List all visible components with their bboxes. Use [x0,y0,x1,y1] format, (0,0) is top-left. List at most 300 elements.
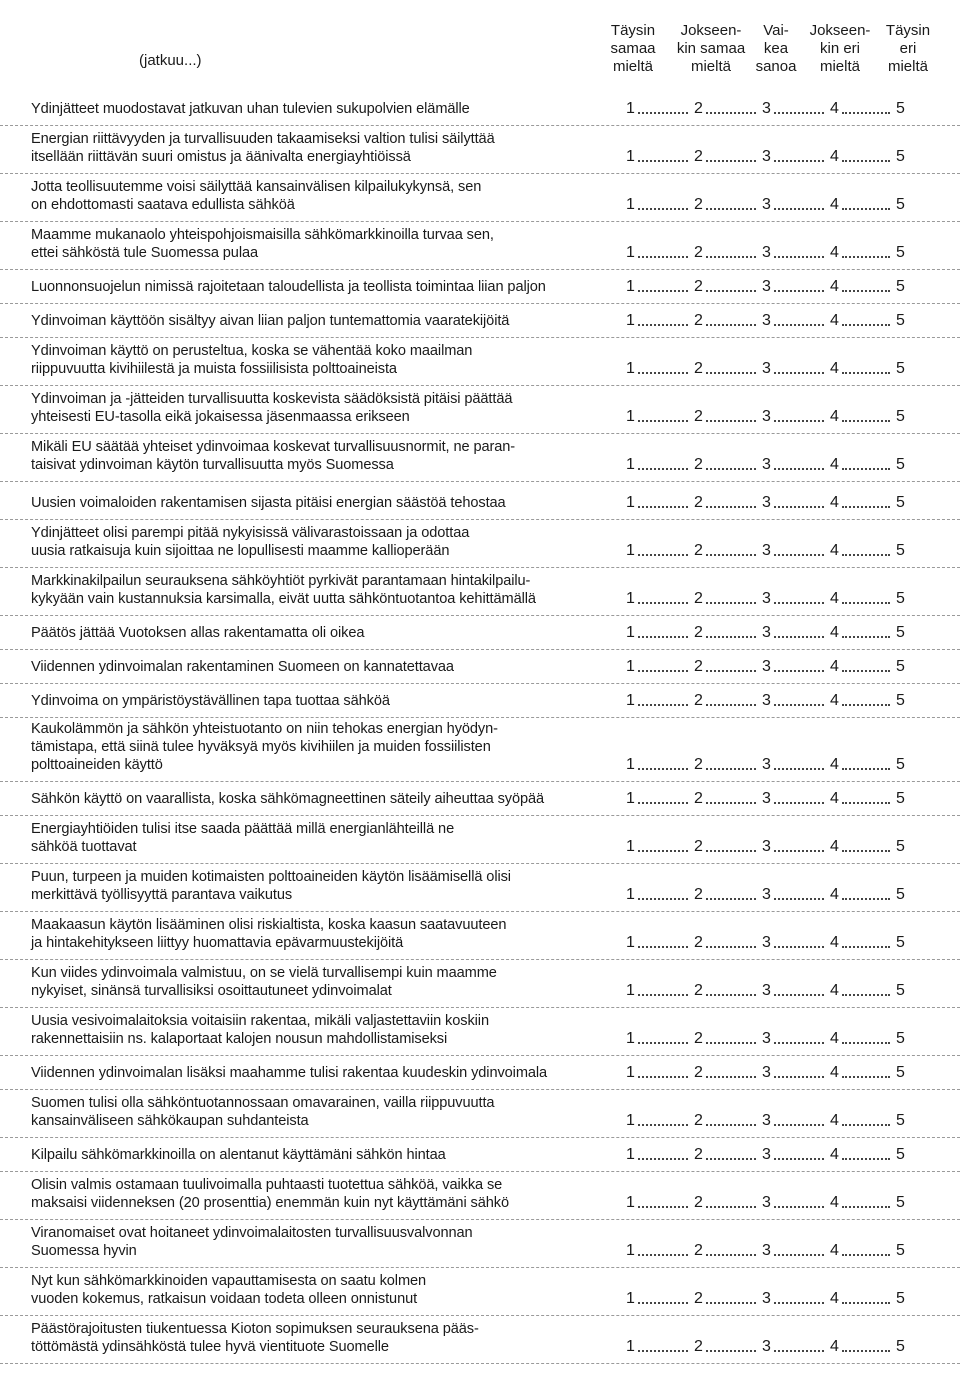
dot-leader [774,1350,824,1352]
dot-leader [842,160,890,162]
scale-option-2[interactable]: 2 [694,934,703,951]
scale-option-5[interactable]: 5 [896,692,905,709]
scale-option-3[interactable]: 3 [762,278,771,295]
statement-row [0,1220,960,1268]
scale-option-2[interactable]: 2 [694,542,703,559]
scale-option-5[interactable]: 5 [896,1242,905,1259]
scale-option-1[interactable]: 1 [626,624,635,641]
scale-option-5[interactable]: 5 [896,408,905,425]
scale-option-3[interactable]: 3 [762,1338,771,1355]
scale-option-5[interactable]: 5 [896,886,905,903]
scale-option-2[interactable]: 2 [694,196,703,213]
scale-option-4[interactable]: 4 [830,278,839,295]
scale-option-2[interactable]: 2 [694,590,703,607]
dot-leader [774,670,824,672]
scale-option-3[interactable]: 3 [762,590,771,607]
scale-option-5[interactable]: 5 [896,312,905,329]
statement-text: Viidennen ydinvoimalan rakentaminen Suomeen on kannatettavaa [31,659,454,675]
scale-option-4[interactable]: 4 [830,756,839,773]
answer-scale [626,360,926,378]
dot-leader [774,704,824,706]
scale-option-3[interactable]: 3 [762,542,771,559]
answer-scale [626,494,926,512]
dot-leader [774,802,824,804]
scale-option-5[interactable]: 5 [896,790,905,807]
scale-option-2[interactable]: 2 [694,658,703,675]
scale-option-5[interactable]: 5 [896,494,905,511]
dot-leader [638,506,688,508]
answer-scale [626,278,926,296]
scale-option-5[interactable]: 5 [896,624,905,641]
scale-option-4[interactable]: 4 [830,1194,839,1211]
scale-option-2[interactable]: 2 [694,982,703,999]
statement-text: Nyt kun sähkömarkkinoiden vapauttamisesta on saatu kolmen vuoden kokemus, ratkaisun voidaan todeta olleen onnistunut [31,1273,427,1307]
scale-option-1[interactable]: 1 [626,982,635,999]
dot-leader [706,506,756,508]
scale-option-2[interactable]: 2 [694,456,703,473]
statement-text: Maakaasun käytön lisääminen olisi riskialtista, koska kaasun saatavuuteen ja hintakehitykseen liittyy huomattavia epävarmuustekijöitä [31,917,507,951]
scale-option-4[interactable]: 4 [830,100,839,117]
scale-option-1[interactable]: 1 [626,278,635,295]
statement-text: Luonnonsuojelun nimissä rajoitetaan taloudellista ja teollista toimintaa liian paljon [31,279,546,295]
scale-option-5[interactable]: 5 [896,244,905,261]
scale-option-5[interactable]: 5 [896,1194,905,1211]
dot-leader [842,850,890,852]
scale-option-1[interactable]: 1 [626,408,635,425]
scale-option-2[interactable]: 2 [694,1290,703,1307]
dot-leader [842,802,890,804]
dot-leader [774,602,824,604]
scale-option-5[interactable]: 5 [896,1112,905,1129]
scale-option-4[interactable]: 4 [830,1338,839,1355]
scale-option-2[interactable]: 2 [694,838,703,855]
scale-option-3[interactable]: 3 [762,756,771,773]
statement-row [0,1090,960,1138]
scale-option-2[interactable]: 2 [694,100,703,117]
dot-leader [706,602,756,604]
answer-scale [626,542,926,560]
scale-option-1[interactable]: 1 [626,1194,635,1211]
statement-row [0,96,960,126]
dot-leader [706,208,756,210]
scale-option-1[interactable]: 1 [626,244,635,261]
scale-option-5[interactable]: 5 [896,1030,905,1047]
scale-option-3[interactable]: 3 [762,1242,771,1259]
scale-option-3[interactable]: 3 [762,244,771,261]
scale-option-4[interactable]: 4 [830,494,839,511]
scale-option-3[interactable]: 3 [762,456,771,473]
dot-leader [774,636,824,638]
scale-option-4[interactable]: 4 [830,196,839,213]
scale-option-3[interactable]: 3 [762,1194,771,1211]
answer-scale [626,1290,926,1308]
scale-option-5[interactable]: 5 [896,1338,905,1355]
answer-scale [626,756,926,774]
dot-leader [774,898,824,900]
statement-row [0,1008,960,1056]
dot-leader [842,1076,890,1078]
dot-leader [842,372,890,374]
dot-leader [706,704,756,706]
scale-option-4[interactable]: 4 [830,456,839,473]
scale-option-4[interactable]: 4 [830,838,839,855]
answer-scale [626,692,926,710]
scale-option-1[interactable]: 1 [626,1112,635,1129]
statement-row [0,434,960,482]
scale-option-3[interactable]: 3 [762,934,771,951]
scale-option-3[interactable]: 3 [762,886,771,903]
statement-text: Viranomaiset ovat hoitaneet ydinvoimalaitosten turvallisuusvalvonnan Suomessa hyvin [31,1225,473,1259]
dot-leader [706,1254,756,1256]
scale-option-5[interactable]: 5 [896,982,905,999]
dot-leader [706,1042,756,1044]
dot-leader [774,208,824,210]
dot-leader [774,768,824,770]
scale-option-1[interactable]: 1 [626,590,635,607]
dot-leader [706,802,756,804]
dot-leader [706,768,756,770]
scale-option-1[interactable]: 1 [626,312,635,329]
scale-option-3[interactable]: 3 [762,408,771,425]
dot-leader [638,1206,688,1208]
statement-row [0,482,960,520]
statement-row [0,386,960,434]
scale-option-2[interactable]: 2 [694,756,703,773]
answer-scale [626,148,926,166]
scale-option-2[interactable]: 2 [694,624,703,641]
dot-leader [842,994,890,996]
scale-option-3[interactable]: 3 [762,790,771,807]
statement-text: Markkinakilpailun seurauksena sähköyhtiöt pyrkivät parantamaan hintakilpailu- kykyään vain kustannuksia karsimalla, eivät uutta sähköntuotantoa kehittämällä [31,573,536,607]
scale-option-3[interactable]: 3 [762,148,771,165]
scale-option-3[interactable]: 3 [762,312,771,329]
statement-row [0,1172,960,1220]
statement-text: Ydinjätteet olisi parempi pitää nykyisissä välivarastoissaan ja odottaa uusia ratkaisuja kuin sijoittaa ne lopullisesti maamme kallioperään [31,525,470,559]
scale-option-1[interactable]: 1 [626,1064,635,1081]
scale-option-5[interactable]: 5 [896,838,905,855]
scale-option-2[interactable]: 2 [694,148,703,165]
scale-option-5[interactable]: 5 [896,658,905,675]
dot-leader [842,506,890,508]
dot-leader [774,256,824,258]
column-header-cannot-say: Vai- kea sanoa [755,22,797,75]
answer-scale [626,408,926,426]
statement-row [0,650,960,684]
dot-leader [706,372,756,374]
scale-option-2[interactable]: 2 [694,278,703,295]
dot-leader [638,420,688,422]
scale-option-4[interactable]: 4 [830,590,839,607]
dot-leader [638,802,688,804]
dot-leader [638,290,688,292]
dot-leader [706,290,756,292]
scale-option-5[interactable]: 5 [896,1146,905,1163]
scale-option-3[interactable]: 3 [762,1064,771,1081]
scale-option-4[interactable]: 4 [830,658,839,675]
scale-option-1[interactable]: 1 [626,360,635,377]
scale-option-4[interactable]: 4 [830,886,839,903]
dot-leader [774,290,824,292]
scale-option-1[interactable]: 1 [626,692,635,709]
dot-leader [842,602,890,604]
statement-text: Mikäli EU säätää yhteiset ydinvoimaa koskevat turvallisuusnormit, ne paran- taisivat ydinvoiman käytön turvallisuutta myös Suomessa [31,439,516,473]
scale-option-2[interactable]: 2 [694,408,703,425]
scale-option-4[interactable]: 4 [830,1030,839,1047]
scale-option-2[interactable]: 2 [694,692,703,709]
dot-leader [774,1302,824,1304]
scale-option-3[interactable]: 3 [762,196,771,213]
answer-scale [626,244,926,262]
dot-leader [774,506,824,508]
statement-text: Energiayhtiöiden tulisi itse saada päättää millä energianlähteillä ne sähköä tuottavat [31,821,455,855]
statement-row [0,174,960,222]
scale-option-2[interactable]: 2 [694,1030,703,1047]
dot-leader [638,946,688,948]
statement-text: Olisin valmis ostamaan tuulivoimalla puhtaasti tuotettua sähköä, vaikka se maksaisi viidenneksen (20 prosenttia) enemmän kuin nyt käyttämäni sähkö [31,1177,509,1211]
statement-row [0,568,960,616]
scale-option-2[interactable]: 2 [694,244,703,261]
dot-leader [638,1158,688,1160]
scale-option-4[interactable]: 4 [830,982,839,999]
dot-leader [706,1350,756,1352]
dot-leader [638,670,688,672]
scale-option-4[interactable]: 4 [830,790,839,807]
scale-option-1[interactable]: 1 [626,494,635,511]
scale-option-2[interactable]: 2 [694,312,703,329]
dot-leader [842,290,890,292]
dot-leader [842,468,890,470]
dot-leader [706,1124,756,1126]
statement-text: Suomen tulisi olla sähköntuotannossaan omavarainen, vailla riippuvuutta kansainväliseen sähkökaupan suhdanteista [31,1095,495,1129]
scale-option-3[interactable]: 3 [762,658,771,675]
dot-leader [706,850,756,852]
dot-leader [706,1206,756,1208]
scale-option-5[interactable]: 5 [896,542,905,559]
statement-row [0,1268,960,1316]
answer-scale [626,590,926,608]
scale-option-1[interactable]: 1 [626,196,635,213]
dot-leader [842,1254,890,1256]
statement-text: Jotta teollisuutemme voisi säilyttää kansainvälisen kilpailukykynsä, sen on ehdottomasti saatava edullista sähköä [31,179,482,213]
scale-option-4[interactable]: 4 [830,934,839,951]
dot-leader [706,670,756,672]
scale-option-1[interactable]: 1 [626,542,635,559]
scale-option-2[interactable]: 2 [694,494,703,511]
answer-scale [626,1030,926,1048]
dot-leader [774,1206,824,1208]
scale-option-5[interactable]: 5 [896,590,905,607]
scale-option-1[interactable]: 1 [626,756,635,773]
scale-option-4[interactable]: 4 [830,244,839,261]
scale-option-2[interactable]: 2 [694,1146,703,1163]
dot-leader [842,704,890,706]
scale-option-5[interactable]: 5 [896,1290,905,1307]
answer-scale [626,1242,926,1260]
statement-list [0,96,960,1364]
scale-option-2[interactable]: 2 [694,790,703,807]
dot-leader [638,898,688,900]
scale-option-3[interactable]: 3 [762,1112,771,1129]
dot-leader [774,112,824,114]
dot-leader [842,946,890,948]
scale-option-2[interactable]: 2 [694,1242,703,1259]
dot-leader [842,554,890,556]
statement-text: Päätös jättää Vuotoksen allas rakentamatta oli oikea [31,625,365,641]
scale-option-5[interactable]: 5 [896,756,905,773]
statement-row [0,270,960,304]
dot-leader [638,768,688,770]
scale-option-3[interactable]: 3 [762,624,771,641]
scale-option-4[interactable]: 4 [830,692,839,709]
scale-option-1[interactable]: 1 [626,456,635,473]
scale-option-3[interactable]: 3 [762,360,771,377]
scale-option-4[interactable]: 4 [830,1242,839,1259]
scale-option-5[interactable]: 5 [896,934,905,951]
scale-option-2[interactable]: 2 [694,886,703,903]
scale-option-4[interactable]: 4 [830,360,839,377]
statement-row [0,1138,960,1172]
dot-leader [842,324,890,326]
dot-leader [638,468,688,470]
answer-scale [626,196,926,214]
dot-leader [842,898,890,900]
dot-leader [706,1302,756,1304]
scale-option-1[interactable]: 1 [626,148,635,165]
statement-row [0,222,960,270]
continued-label: (jatkuu...) [139,52,202,69]
scale-option-5[interactable]: 5 [896,278,905,295]
scale-option-1[interactable]: 1 [626,1146,635,1163]
scale-option-5[interactable]: 5 [896,456,905,473]
statement-text: Uusien voimaloiden rakentamisen sijasta pitäisi energian säästöä tehostaa [31,495,506,511]
dot-leader [842,1350,890,1352]
statement-text: Ydinvoiman ja -jätteiden turvallisuutta koskevista säädöksistä pitäisi päättää yhteisesti EU-tasolla eikä jokaisessa jäsenmaassa erikseen [31,391,513,425]
dot-leader [638,372,688,374]
scale-option-3[interactable]: 3 [762,692,771,709]
dot-leader [774,1076,824,1078]
statement-text: Uusia vesivoimalaitoksia voitaisiin rakentaa, mikäli valjastettaviin koskiin rakennettaisiin ns. kalaportaat kalojen nousun mahdollistamiseksi [31,1013,489,1047]
statement-text: Ydinvoima on ympäristöystävällinen tapa tuottaa sähköä [31,693,390,709]
scale-option-4[interactable]: 4 [830,148,839,165]
dot-leader [638,112,688,114]
dot-leader [842,1124,890,1126]
answer-scale [626,1194,926,1212]
dot-leader [638,1042,688,1044]
dot-leader [706,994,756,996]
dot-leader [706,554,756,556]
dot-leader [638,1124,688,1126]
scale-option-2[interactable]: 2 [694,1338,703,1355]
dot-leader [774,468,824,470]
dot-leader [774,946,824,948]
scale-option-4[interactable]: 4 [830,1290,839,1307]
statement-row [0,1056,960,1090]
scale-option-4[interactable]: 4 [830,542,839,559]
dot-leader [774,1042,824,1044]
answer-scale [626,1064,926,1082]
scale-option-4[interactable]: 4 [830,312,839,329]
dot-leader [774,1254,824,1256]
scale-option-5[interactable]: 5 [896,100,905,117]
statement-row [0,126,960,174]
scale-option-3[interactable]: 3 [762,494,771,511]
scale-option-2[interactable]: 2 [694,1064,703,1081]
answer-scale [626,1338,926,1356]
scale-option-4[interactable]: 4 [830,1064,839,1081]
dot-leader [842,1158,890,1160]
scale-option-1[interactable]: 1 [626,1030,635,1047]
scale-option-1[interactable]: 1 [626,100,635,117]
dot-leader [774,850,824,852]
dot-leader [706,112,756,114]
scale-option-4[interactable]: 4 [830,1146,839,1163]
scale-option-3[interactable]: 3 [762,1290,771,1307]
statement-text: Kilpailu sähkömarkkinoilla on alentanut käyttämäni sähkön hintaa [31,1147,446,1163]
scale-option-4[interactable]: 4 [830,1112,839,1129]
scale-option-1[interactable]: 1 [626,658,635,675]
dot-leader [638,554,688,556]
statement-text: Maamme mukanaolo yhteispohjoismaisilla sähkömarkkinoilla turvaa sen, ettei sähköstä tule Suomessa pulaa [31,227,494,261]
dot-leader [706,256,756,258]
scale-option-2[interactable]: 2 [694,360,703,377]
dot-leader [638,256,688,258]
dot-leader [706,160,756,162]
scale-option-3[interactable]: 3 [762,838,771,855]
column-header-fully-agree: Täysin samaa mieltä [610,22,656,75]
dot-leader [638,994,688,996]
scale-option-1[interactable]: 1 [626,1338,635,1355]
dot-leader [774,372,824,374]
scale-option-4[interactable]: 4 [830,624,839,641]
statement-row [0,718,960,782]
dot-leader [638,1254,688,1256]
statement-row [0,684,960,718]
answer-scale [626,982,926,1000]
scale-option-5[interactable]: 5 [896,148,905,165]
scale-option-1[interactable]: 1 [626,838,635,855]
scale-option-5[interactable]: 5 [896,196,905,213]
scale-option-5[interactable]: 5 [896,1064,905,1081]
dot-leader [638,850,688,852]
scale-option-1[interactable]: 1 [626,886,635,903]
dot-leader [638,160,688,162]
scale-option-1[interactable]: 1 [626,934,635,951]
scale-option-1[interactable]: 1 [626,1242,635,1259]
answer-scale [626,312,926,330]
answer-scale [626,838,926,856]
scale-option-2[interactable]: 2 [694,1112,703,1129]
dot-leader [638,602,688,604]
dot-leader [638,1302,688,1304]
scale-option-4[interactable]: 4 [830,408,839,425]
dot-leader [706,1076,756,1078]
answer-scale [626,1146,926,1164]
scale-option-3[interactable]: 3 [762,982,771,999]
scale-option-3[interactable]: 3 [762,1146,771,1163]
dot-leader [842,256,890,258]
statement-row [0,1316,960,1364]
statement-text: Kun viides ydinvoimala valmistuu, on se vielä turvallisempi kuin maamme nykyiset, sinänsä turvallisiksi osoittautuneet ydinvoimalat [31,965,497,999]
statement-text: Kaukolämmön ja sähkön yhteistuotanto on niin tehokas energian hyödyn- tämistapa, että siinä tulee hyväksyä myös kivihiilen ja muiden fossiilisten polttoaineiden käyttö [31,721,498,773]
dot-leader [842,1042,890,1044]
dot-leader [842,670,890,672]
scale-option-3[interactable]: 3 [762,1030,771,1047]
scale-option-1[interactable]: 1 [626,790,635,807]
scale-option-3[interactable]: 3 [762,100,771,117]
scale-option-1[interactable]: 1 [626,1290,635,1307]
scale-option-5[interactable]: 5 [896,360,905,377]
scale-option-2[interactable]: 2 [694,1194,703,1211]
